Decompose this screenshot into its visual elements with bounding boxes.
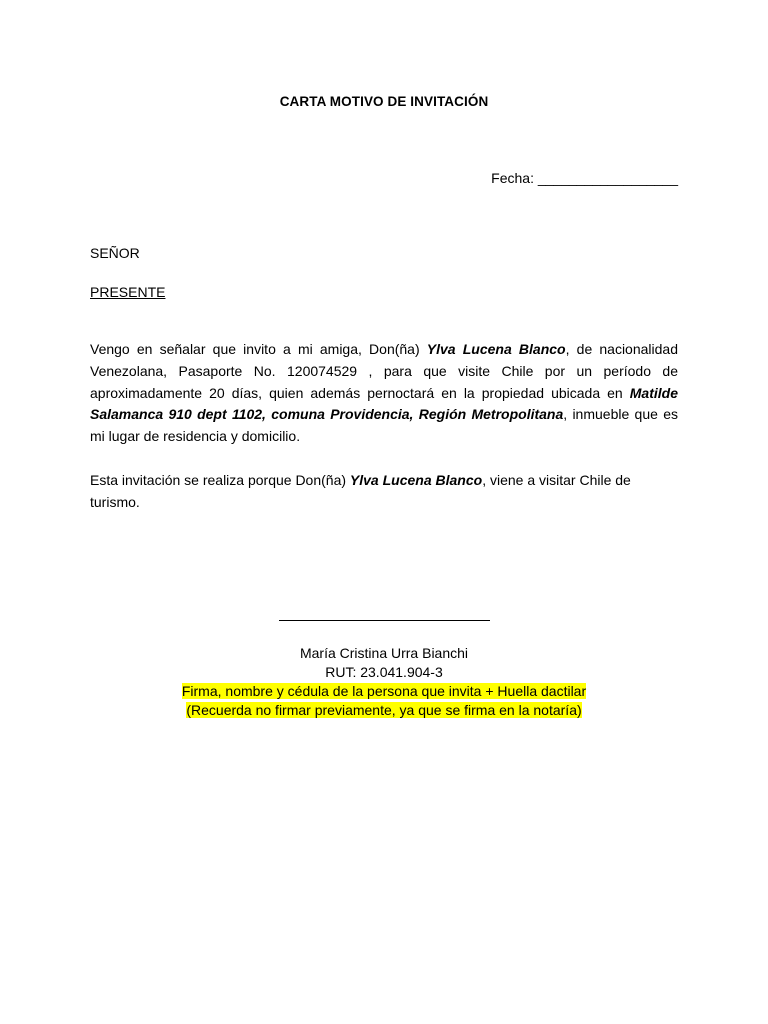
paragraph-text: Esta invitación se realiza porque Don(ña) [90,472,350,488]
document-title: CARTA MOTIVO DE INVITACIÓN [279,94,489,109]
paragraph-text: , viene a visitar Chile de turismo. [90,472,631,510]
address: Matilde Salamanca 910 dept 1102, comuna Providencia, Región Metropolitana [90,384,678,423]
signature-reminder: (Recuerda no firmar previamente, ya que se firma en la notaría) [186,702,582,718]
paragraph-text: , de nacionalidad Venezolana, Pasaporte No. 120074529 , para que visite Chile por un período de aproximadamente 20 días, quien además pernoctará en la propiedad ubicada en [90,341,678,401]
paragraph-text: Vengo en señalar que invito a mi amiga, Don(ña) [90,341,427,357]
guest-name: Ylva Lucena Blanco [349,472,483,488]
paragraph-text: , inmueble que es mi lugar de residencia y domicilio. [90,406,678,445]
signature-line [279,620,490,621]
signer-name: María Cristina Urra Bianchi [299,645,469,661]
invitation-paragraph [90,339,678,448]
signer-rut: RUT: 23.041.904-3 [325,664,443,680]
guest-name: Ylva Lucena Blanco [426,341,566,357]
signature-note: Firma, nombre y cédula de la persona que invita + Huella dactilar [181,683,587,699]
signature-block [0,644,768,720]
salutation: SEÑOR [90,245,140,261]
presente-heading: PRESENTE [90,284,166,300]
date-field: Fecha: __________________ [491,170,678,186]
purpose-paragraph [90,470,678,514]
